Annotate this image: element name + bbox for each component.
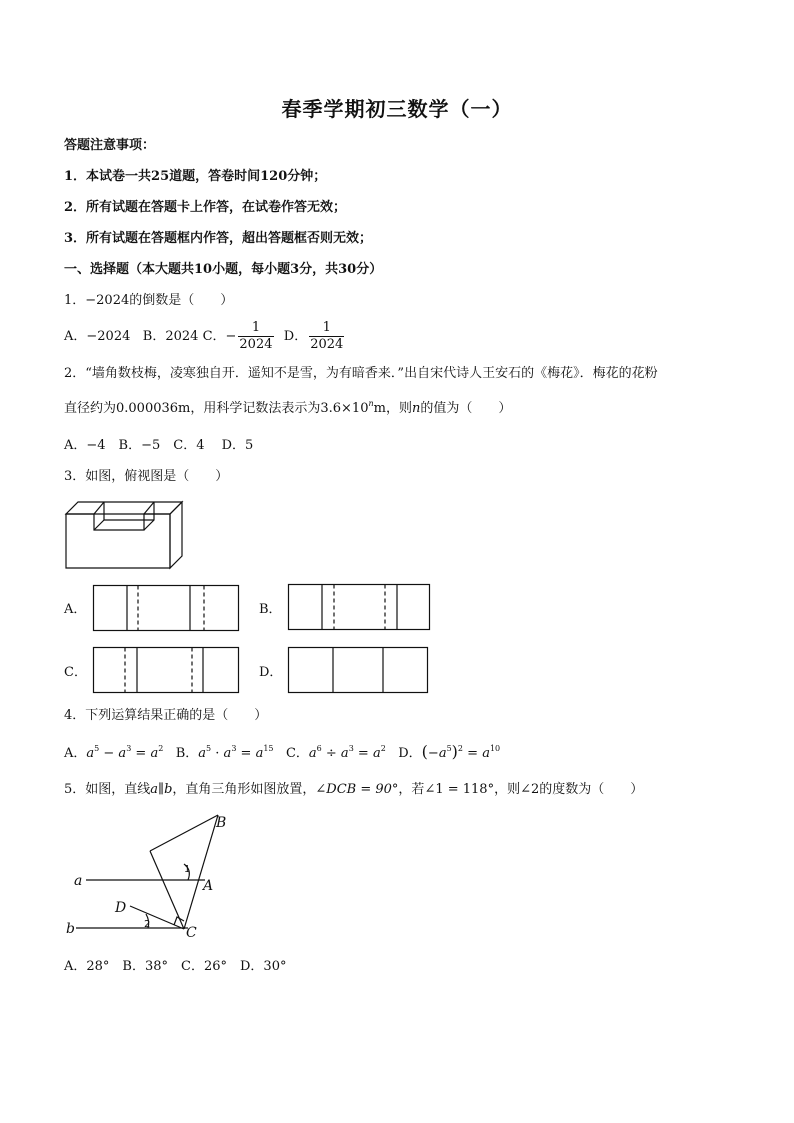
q1-stem: 1．−2024的倒数是（ ） (64, 293, 234, 308)
q3-solid-figure (64, 496, 184, 571)
page-title: 春季学期初三数学（一） (281, 97, 513, 121)
q5-label-c-point: C (186, 925, 197, 941)
q4-option-a-label: A． (64, 746, 87, 761)
q4-option-d-label: D． (398, 746, 422, 761)
q4-options: A．$a^5 - a^3 = a^2$ B．$a^5 \cdot a^3 = a^{15}$ C．$a^6 \div a^3 = a^2$ D．$(-a^5)^2 = a^{10}$ (64, 742, 501, 761)
q4-option-c-label: C． (285, 746, 309, 761)
note-item-2: 2．所有试题在答题卡上作答，在试卷作答无效； (64, 200, 347, 215)
q3-option-c-figure (93, 647, 241, 695)
q1-fraction-c: $\frac{1}{2024}$ (239, 320, 273, 352)
q2-expression: $3.6\times 10^n$ (320, 399, 374, 416)
section-heading-choice: 一、选择题（本大题共10小题，每小题3分，共30分） (64, 262, 383, 277)
q1-options (64, 320, 346, 353)
note-item-3: 3．所有试题在答题框内作答，超出答题框否则无效； (64, 231, 373, 246)
q4-stem: 4．下列运算结果正确的是（ ） (64, 708, 268, 723)
note-item-1: 1．本试卷一共25道题，答卷时间120分钟； (64, 169, 327, 184)
q1-option-c: C．− (202, 329, 237, 344)
q1-option-d: D． (283, 329, 308, 344)
notes-heading: 答题注意事项： (64, 138, 156, 153)
q1-fraction-d: $\frac{1}{2024}$ (310, 320, 344, 352)
q3-label-c: C． (64, 665, 87, 680)
q3-label-a: A． (64, 602, 87, 617)
q5-angle-2-label: 2 (144, 919, 151, 930)
q3-label-d: D． (259, 665, 283, 680)
q2-line-1: 2．“墙角数枝梅，凌寒独自开．遥知不是雪，为有暗香来．”出自宋代诗人王安石的《梅花》．梅花的花粉 (64, 366, 658, 381)
q5-stem: 5．如图，直线a∥b，直角三角形如图放置，∠DCB = 90°，若∠1 = 118°，则∠2的度数为（ ） (64, 782, 644, 797)
q5-label-line-a: a (74, 873, 83, 889)
q5-label-b-point: B (216, 815, 227, 831)
q3-option-d-figure (288, 647, 430, 695)
q5-angle-1-label: 1 (184, 864, 191, 875)
q4-option-b-label: B． (175, 746, 199, 761)
q5-figure (60, 808, 250, 943)
q5-label-d-point: D (115, 900, 127, 916)
q5-label-line-b: b (66, 921, 75, 937)
q5-options: A．28° B．38° C．26° D．30° (64, 959, 287, 974)
q2-line-2: 直径约为0.000036m，用科学记数法表示为$3.6\times 10^nm$，则n的值为（ ） (64, 399, 512, 416)
q1-option-b: B．2024 (142, 329, 199, 344)
q5-label-a-point: A (203, 878, 214, 894)
q3-option-b-figure (288, 584, 432, 632)
q3-option-a-figure (93, 585, 241, 633)
q1-option-a: A．−2024 (64, 329, 131, 344)
q3-label-b: B． (259, 602, 282, 617)
q2-options: A．−4 B．−5 C．4 D．5 (64, 438, 254, 453)
q3-stem: 3．如图，俯视图是（ ） (64, 469, 229, 484)
